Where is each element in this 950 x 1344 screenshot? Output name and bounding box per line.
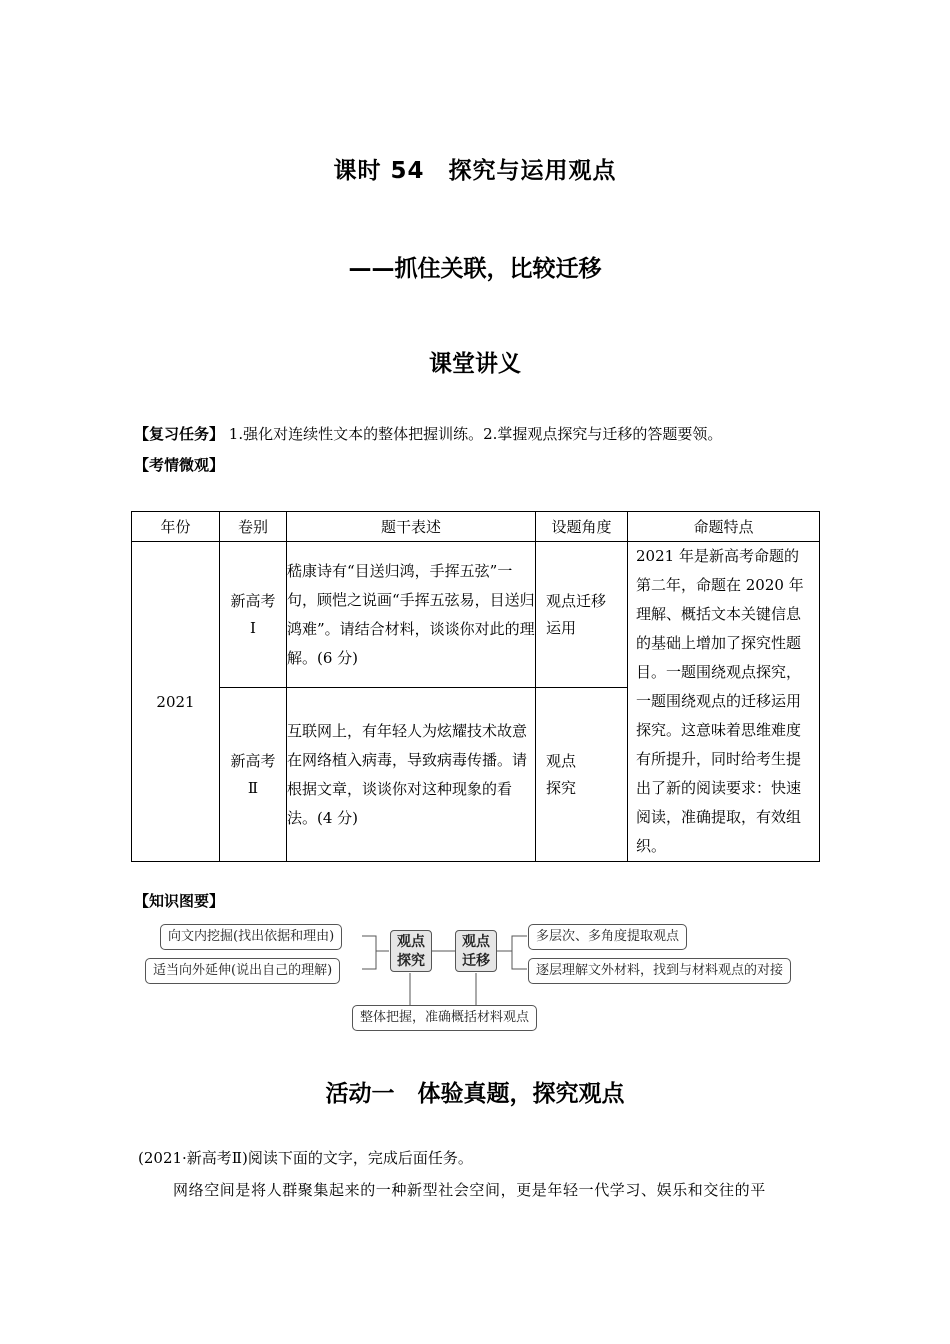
paper-cell (220, 688, 287, 862)
header-angle: 设题角度 (536, 512, 628, 542)
header-year: 年份 (132, 512, 220, 542)
header-stem: 题干表述 (287, 512, 536, 542)
paper-line: 新高考 (230, 751, 276, 770)
connector-left (362, 936, 376, 969)
review-tag: 【复习任务】 (134, 425, 225, 443)
knowledge-diagram (140, 918, 820, 1034)
activity-paragraph: 网络空间是将人群聚集起来的一种新型社会空间，更是年轻一代学习、娱乐和交往的平 (173, 1181, 766, 1199)
core-line: 观点 (462, 934, 490, 950)
header-paper: 卷别 (220, 512, 287, 542)
angle-line: 观点迁移 (546, 591, 607, 610)
review-task (134, 424, 854, 444)
angle-cell (536, 542, 628, 688)
connector-right (512, 936, 527, 969)
paper-line: 新高考 (230, 591, 276, 610)
exam-tag: 【考情微观】 (134, 456, 225, 474)
core-transfer (455, 930, 497, 972)
stem-cell: 嵇康诗有“目送归鸿，手挥五弦”一句，顾恺之说画“手挥五弦易，目送归鸿难”。请结合材料，谈谈你对此的理解。(6 分) (287, 542, 536, 688)
core-explore (390, 930, 432, 972)
header-features: 命题特点 (628, 512, 820, 542)
table-header-row (132, 512, 820, 542)
table-row (132, 542, 820, 688)
activity-source: (2021·新高考Ⅱ)阅读下面的文字，完成后面任务。 (138, 1149, 473, 1167)
review-text: 1.强化对连续性文本的整体把握训练。2.掌握观点探究与迁移的答题要领。 (224, 425, 723, 443)
bottom-item-grasp: 整体把握，准确概括材料观点 (352, 1005, 537, 1031)
features-cell: 2021 年是新高考命题的第二年，命题在 2020 年理解、概括文本关键信息的基础上增加了探究性题目。一题围绕观点探究，一题围绕观点的迁移运用探究。这意味着思维难度有所提升，同时给考生提出了新的阅读要求：快速阅读，准确提取，有效组织。 (628, 542, 820, 862)
page-title: 课时 54 探究与运用观点 (333, 158, 617, 184)
paper-cell (220, 542, 287, 688)
angle-line: 观点 (546, 751, 577, 770)
activity-title: 活动一 体验真题，探究观点 (325, 1081, 625, 1107)
angle-line: 运用 (546, 618, 577, 637)
stem-cell: 互联网上，有年轻人为炫耀技术故意在网络植入病毒，导致病毒传播。请根据文章，谈谈你对这种现象的看法。(4 分) (287, 688, 536, 862)
right-item-connect: 逐层理解文外材料，找到与材料观点的对接 (528, 958, 791, 984)
paper-line: Ⅰ (250, 618, 256, 637)
angle-cell (536, 688, 628, 862)
exam-table (131, 511, 820, 862)
section-title: 课堂讲义 (429, 351, 521, 377)
core-line: 探究 (397, 953, 425, 969)
right-item-extract: 多层次、多角度提取观点 (528, 924, 687, 950)
left-item-dig: 向文内挖掘(找出依据和理由) (160, 924, 342, 950)
year-cell: 2021 (132, 542, 220, 862)
page-subtitle: ——抓住关联，比较迁移 (348, 256, 602, 282)
core-line: 迁移 (462, 953, 490, 969)
core-line: 观点 (397, 934, 425, 950)
knowledge-tag: 【知识图要】 (134, 892, 225, 910)
left-item-extend: 适当向外延伸(说出自己的理解) (145, 958, 340, 984)
angle-line: 探究 (546, 778, 577, 797)
paper-line: Ⅱ (247, 778, 259, 797)
